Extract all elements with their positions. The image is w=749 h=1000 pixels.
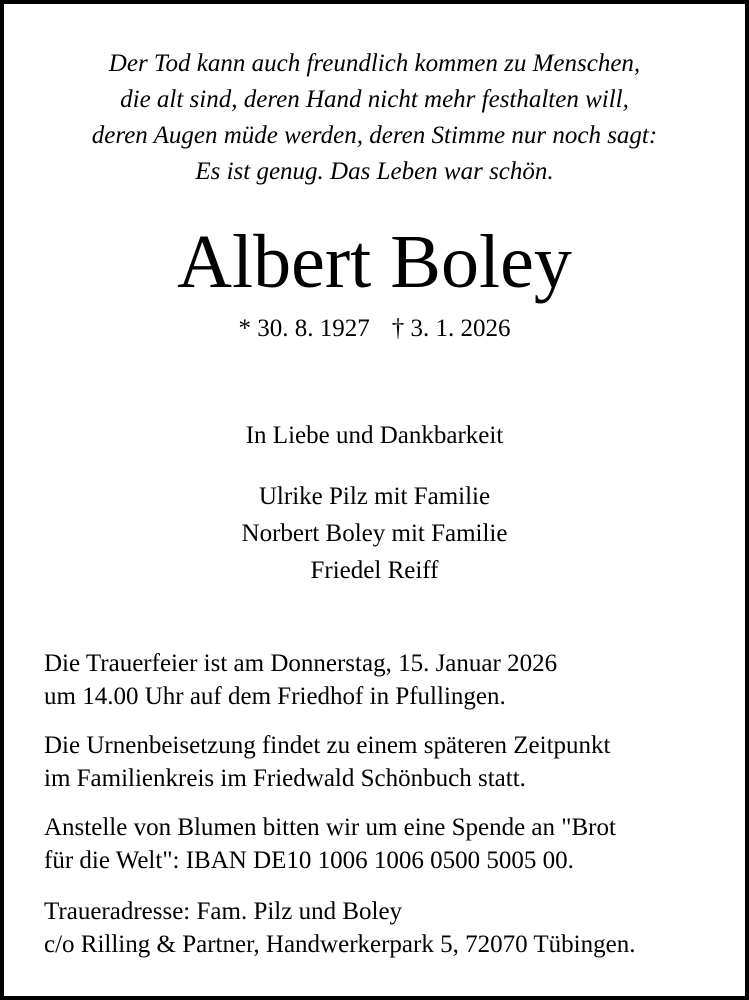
info-line: Die Urnenbeisetzung findet zu einem späteren Zeitpunkt [44,732,611,759]
info-line: um 14.00 Uhr auf dem Friedhof in Pfullingen. [44,683,506,710]
poem-line: deren Augen müde werden, deren Stimme nur noch sagt: [91,122,658,149]
info-line: Die Trauerfeier ist am Donnerstag, 15. Januar 2026 [44,650,558,677]
poem-line: die alt sind, deren Hand nicht mehr festhalten will, [120,86,629,113]
burial-info [44,729,737,795]
poem-line: Der Tod kann auch freundlich kommen zu Menschen, [108,50,641,77]
info-line: Traueradresse: Fam. Pilz und Boley [44,898,403,925]
life-dates [4,311,745,347]
info-line: im Familienkreis im Friedwald Schönbuch statt. [44,765,526,792]
funeral-info [44,647,737,713]
mourner-name: Ulrike Pilz mit Familie [258,483,491,510]
mourners-list [4,478,745,589]
deceased-name: Albert Boley [177,220,572,304]
info-line: für die Welt": IBAN DE10 1006 1006 0500 5005 00. [44,847,574,874]
poem-line: Es ist genug. Das Leben war schön. [195,158,554,185]
info-line: Anstelle von Blumen bitten wir um eine Spende an "Brot [44,814,616,841]
mourner-name: Norbert Boley mit Familie [241,520,508,547]
mourner-name: Friedel Reiff [310,557,439,584]
dedication-line: In Liebe und Dankbarkeit [245,422,504,449]
birth-date: * 30. 8. 1927 [238,315,370,342]
info-line: c/o Rilling & Partner, Handwerkerpark 5, 72070 Tübingen. [44,931,636,958]
donation-info [44,811,737,877]
death-date: † 3. 1. 2026 [391,315,511,342]
mourning-address [44,895,737,961]
memorial-poem [4,46,745,190]
